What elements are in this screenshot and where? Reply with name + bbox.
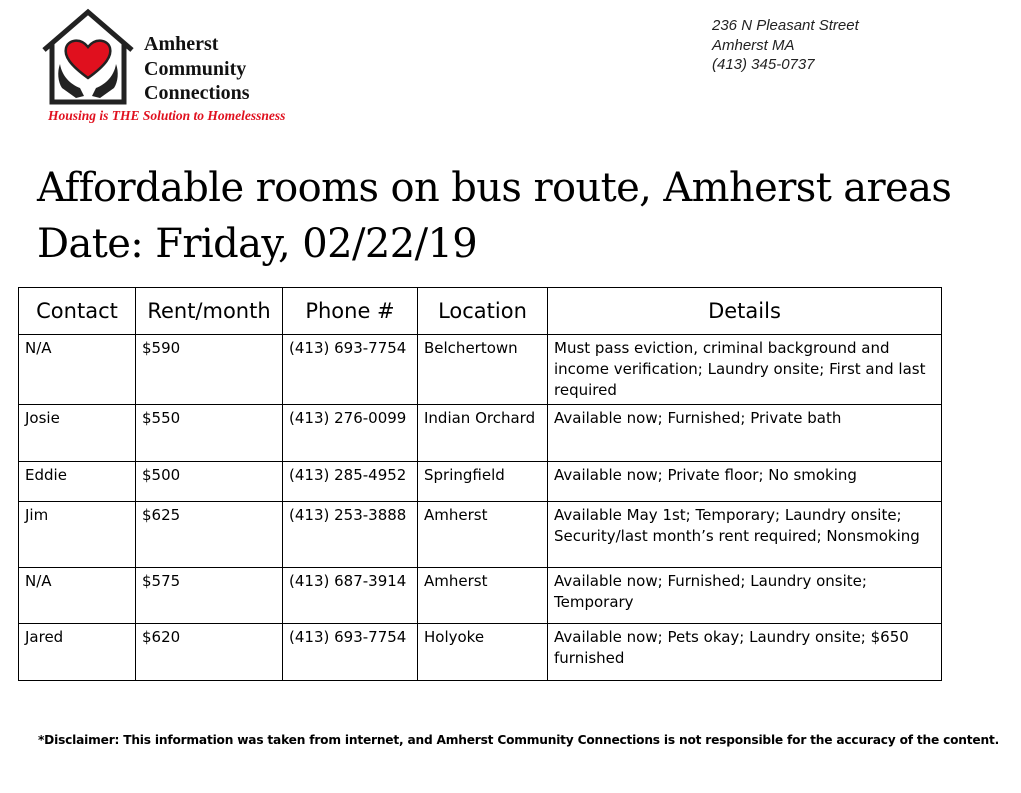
page-title-date: Date: Friday, 02/22/19 — [37, 221, 478, 267]
header-phone: Phone # — [283, 288, 418, 335]
cell-location: Amherst — [418, 502, 548, 568]
page-title — [37, 160, 951, 272]
cell-phone: (413) 687-3914 — [283, 568, 418, 624]
cell-details: Available now; Pets okay; Laundry onsite; $650 furnished — [548, 624, 942, 681]
cell-contact: N/A — [19, 568, 136, 624]
cell-phone: (413) 693-7754 — [283, 335, 418, 405]
org-name — [144, 32, 250, 106]
cell-phone: (413) 276-0099 — [283, 405, 418, 462]
rooms-table — [18, 287, 942, 681]
org-name-line-2: Community — [144, 57, 247, 80]
org-name-line-1: Amherst — [144, 33, 219, 55]
cell-rent: $625 — [136, 502, 283, 568]
cell-rent: $500 — [136, 462, 283, 502]
header-details: Details — [548, 288, 942, 335]
cell-contact: Jim — [19, 502, 136, 568]
house-heart-hands-icon — [40, 8, 136, 108]
table-row — [19, 568, 942, 624]
cell-rent: $575 — [136, 568, 283, 624]
address-block — [712, 16, 859, 75]
cell-details: Available now; Private floor; No smoking — [548, 462, 942, 502]
cell-details: Available May 1st; Temporary; Laundry onsite; Security/last month’s rent required; Nonsmoking — [548, 502, 942, 568]
disclaimer: *Disclaimer: This information was taken from internet, and Amherst Community Connections is not responsible for the accuracy of the content. — [38, 733, 1000, 747]
cell-details: Available now; Furnished; Laundry onsite; Temporary — [548, 568, 942, 624]
cell-rent: $590 — [136, 335, 283, 405]
address-phone: (413) 345-0737 — [712, 56, 815, 73]
logo — [40, 8, 320, 128]
cell-rent: $620 — [136, 624, 283, 681]
cell-location: Holyoke — [418, 624, 548, 681]
header-location: Location — [418, 288, 548, 335]
cell-contact: Josie — [19, 405, 136, 462]
page-title-line-1: Affordable rooms on bus route, Amherst areas — [37, 165, 952, 211]
table-row — [19, 335, 942, 405]
table-header-row — [19, 288, 942, 335]
tagline: Housing is THE Solution to Homelessness — [48, 108, 286, 123]
table-row — [19, 405, 942, 462]
org-name-line-3: Connections — [144, 82, 250, 104]
cell-contact: Jared — [19, 624, 136, 681]
cell-location: Amherst — [418, 568, 548, 624]
header-rent: Rent/month — [136, 288, 283, 335]
cell-phone: (413) 693-7754 — [283, 624, 418, 681]
cell-location: Belchertown — [418, 335, 548, 405]
cell-rent: $550 — [136, 405, 283, 462]
cell-phone: (413) 285-4952 — [283, 462, 418, 502]
table-row — [19, 624, 942, 681]
header-contact: Contact — [19, 288, 136, 335]
cell-contact: Eddie — [19, 462, 136, 502]
cell-location: Springfield — [418, 462, 548, 502]
cell-contact: N/A — [19, 335, 136, 405]
cell-location: Indian Orchard — [418, 405, 548, 462]
address-city: Amherst MA — [712, 36, 795, 54]
cell-details: Must pass eviction, criminal background and income verification; Laundry onsite; First and last required — [548, 335, 942, 405]
cell-details: Available now; Furnished; Private bath — [548, 405, 942, 462]
table-row — [19, 502, 942, 568]
table-row — [19, 462, 942, 502]
address-street: 236 N Pleasant Street — [712, 17, 859, 34]
cell-phone: (413) 253-3888 — [283, 502, 418, 568]
